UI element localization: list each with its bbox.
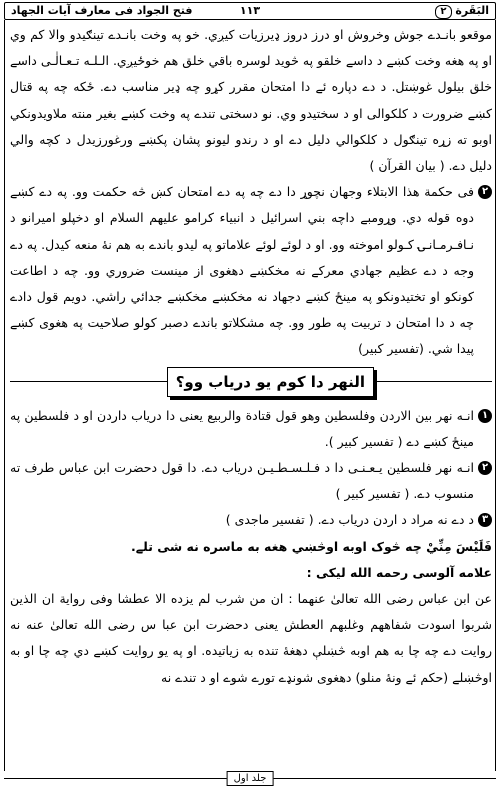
list-item-1 [10,403,492,455]
page-body [10,22,492,691]
paragraph-intro: موقعو بانـدے جوش وخروش او درز دروز ډیرزیات کیږي. خو په وخت بانـدے تینګیدو والا کم وي او په هغه وخت کښے د داسے خلقو په څوید لوسره باقي خلق هم خوځیږي. الـلـه تـعـالٰـی داسے خلق بیلول غوښتل. د دے دپاره ئے دا امتحان مقرر کړو چه ډیر مناسب دے. ځکه چه په قتال کښے ضرورت د کلکوالی او د سختیدو وي. نو دسختی تندے په وخت کښے بغیر منته ملاویدونکي اوبو ته زړه تینګول د کلکوالي دلیل دے او د رندو لیونو پشان پکښے ورغورزیدل د کچه والي دلیل دے. ( بیان القرآن ) [10,27,492,174]
list-item-2-text: انـه نهر فلسطین یـعـنـی دا د فـلـسـطـیـن دریاب دے. دا قول دحضرت ابن عباس طرف ته منسوب دے. ( تفسیر کبیر ) [10,460,474,502]
chapter-marker [435,4,489,19]
chapter-number: ٢ [435,5,451,19]
book-title: فتح الجواد فی معارف آیات الجهاد [11,4,193,17]
item-number: ٢ [478,185,492,199]
paragraph-wisdom-text: فی حکمة هذا الابتلاء وجهان نچوړ دا دے چه په دے امتحان کښ څه حکمت وو. په دے کښے دوه قوله دي. وړومبے داچه بني اسرائیل د انبیاء کرامو علیهم السلام او دخپلو امیرانو د نـافـرمـانـۍ کـولو اموخته وو. او د لوئے لوئے علاماتو په لیدو باندے به هم نۀ منعه کیدل. په دے وجه د دے عظیم جهادي معرکے نه مخکښے دهغوی از مینست ضروري وو. چه د اطاعت کونکو او تختیدونکو په مینځ کښے دجهاد نه مخکښے مخکښے جدائي راشي. دویم قول دادے چه د دا امتحان د تربیت په طور وو. چه مشکلاتو باندے دصبر کولو صلاحیت په هغوی کښے پیدا شي. (تفسیر کبیر) [10,184,474,357]
list-item-2 [10,455,492,507]
list-item-3 [10,507,492,533]
volume-label: جلد اول [227,771,274,786]
list-item-1-text: انـه نهر بین الاردن وفلسطین وهو قول قتادة والربیع یعنی دا دریاب داردن او د فلسطین په مینځ کښے دے ( تفسیر کبیر ). [10,407,474,449]
verse-quote: فَلَيْسَ مِنِّيْ چه څوک اوبه اوڅښي هغه به ماسره نه شی تلے. [131,538,492,554]
section-heading-block [10,365,492,399]
item-number: ٢ [478,461,492,475]
item-number: ١ [478,409,492,423]
paragraph-wisdom [10,179,492,362]
page-footer [0,771,500,787]
item-number: ٣ [478,513,492,527]
page-number: ۱۱۳ [239,4,261,17]
chapter-label: البَقَرة [455,4,489,17]
alusi-quote-intro: علامه آلوسی رحمه الله لیکی : [306,564,492,580]
narration-paragraph: عن ابن عباس رضی الله تعالیٰ عنهما : ان من شرب لم یزده الا عطشا وفی روایة ان الذین شربوا اسودت شفاههم وغلبهم العطش یعنی دحضرت ابن عبا س رضی الله تعالیٰ عنه نه روایت دے چه چا به هم اوبه څښلې دهغۀ تنده به زیاتیده. او په یو روایت کښے دي چه چا او به اوڅښلے (حکم ئے ونۀ منلو) دهغوی شونډے تورے شوے او د تندے نه [10,591,492,685]
list-item-3-text: د دے نه مراد د اردن دریاب دے. ( تفسیر ماجدی ) [225,512,474,528]
page-header [4,2,496,20]
section-heading: النهر دا کوم یو دریاب وو؟ [167,367,374,397]
